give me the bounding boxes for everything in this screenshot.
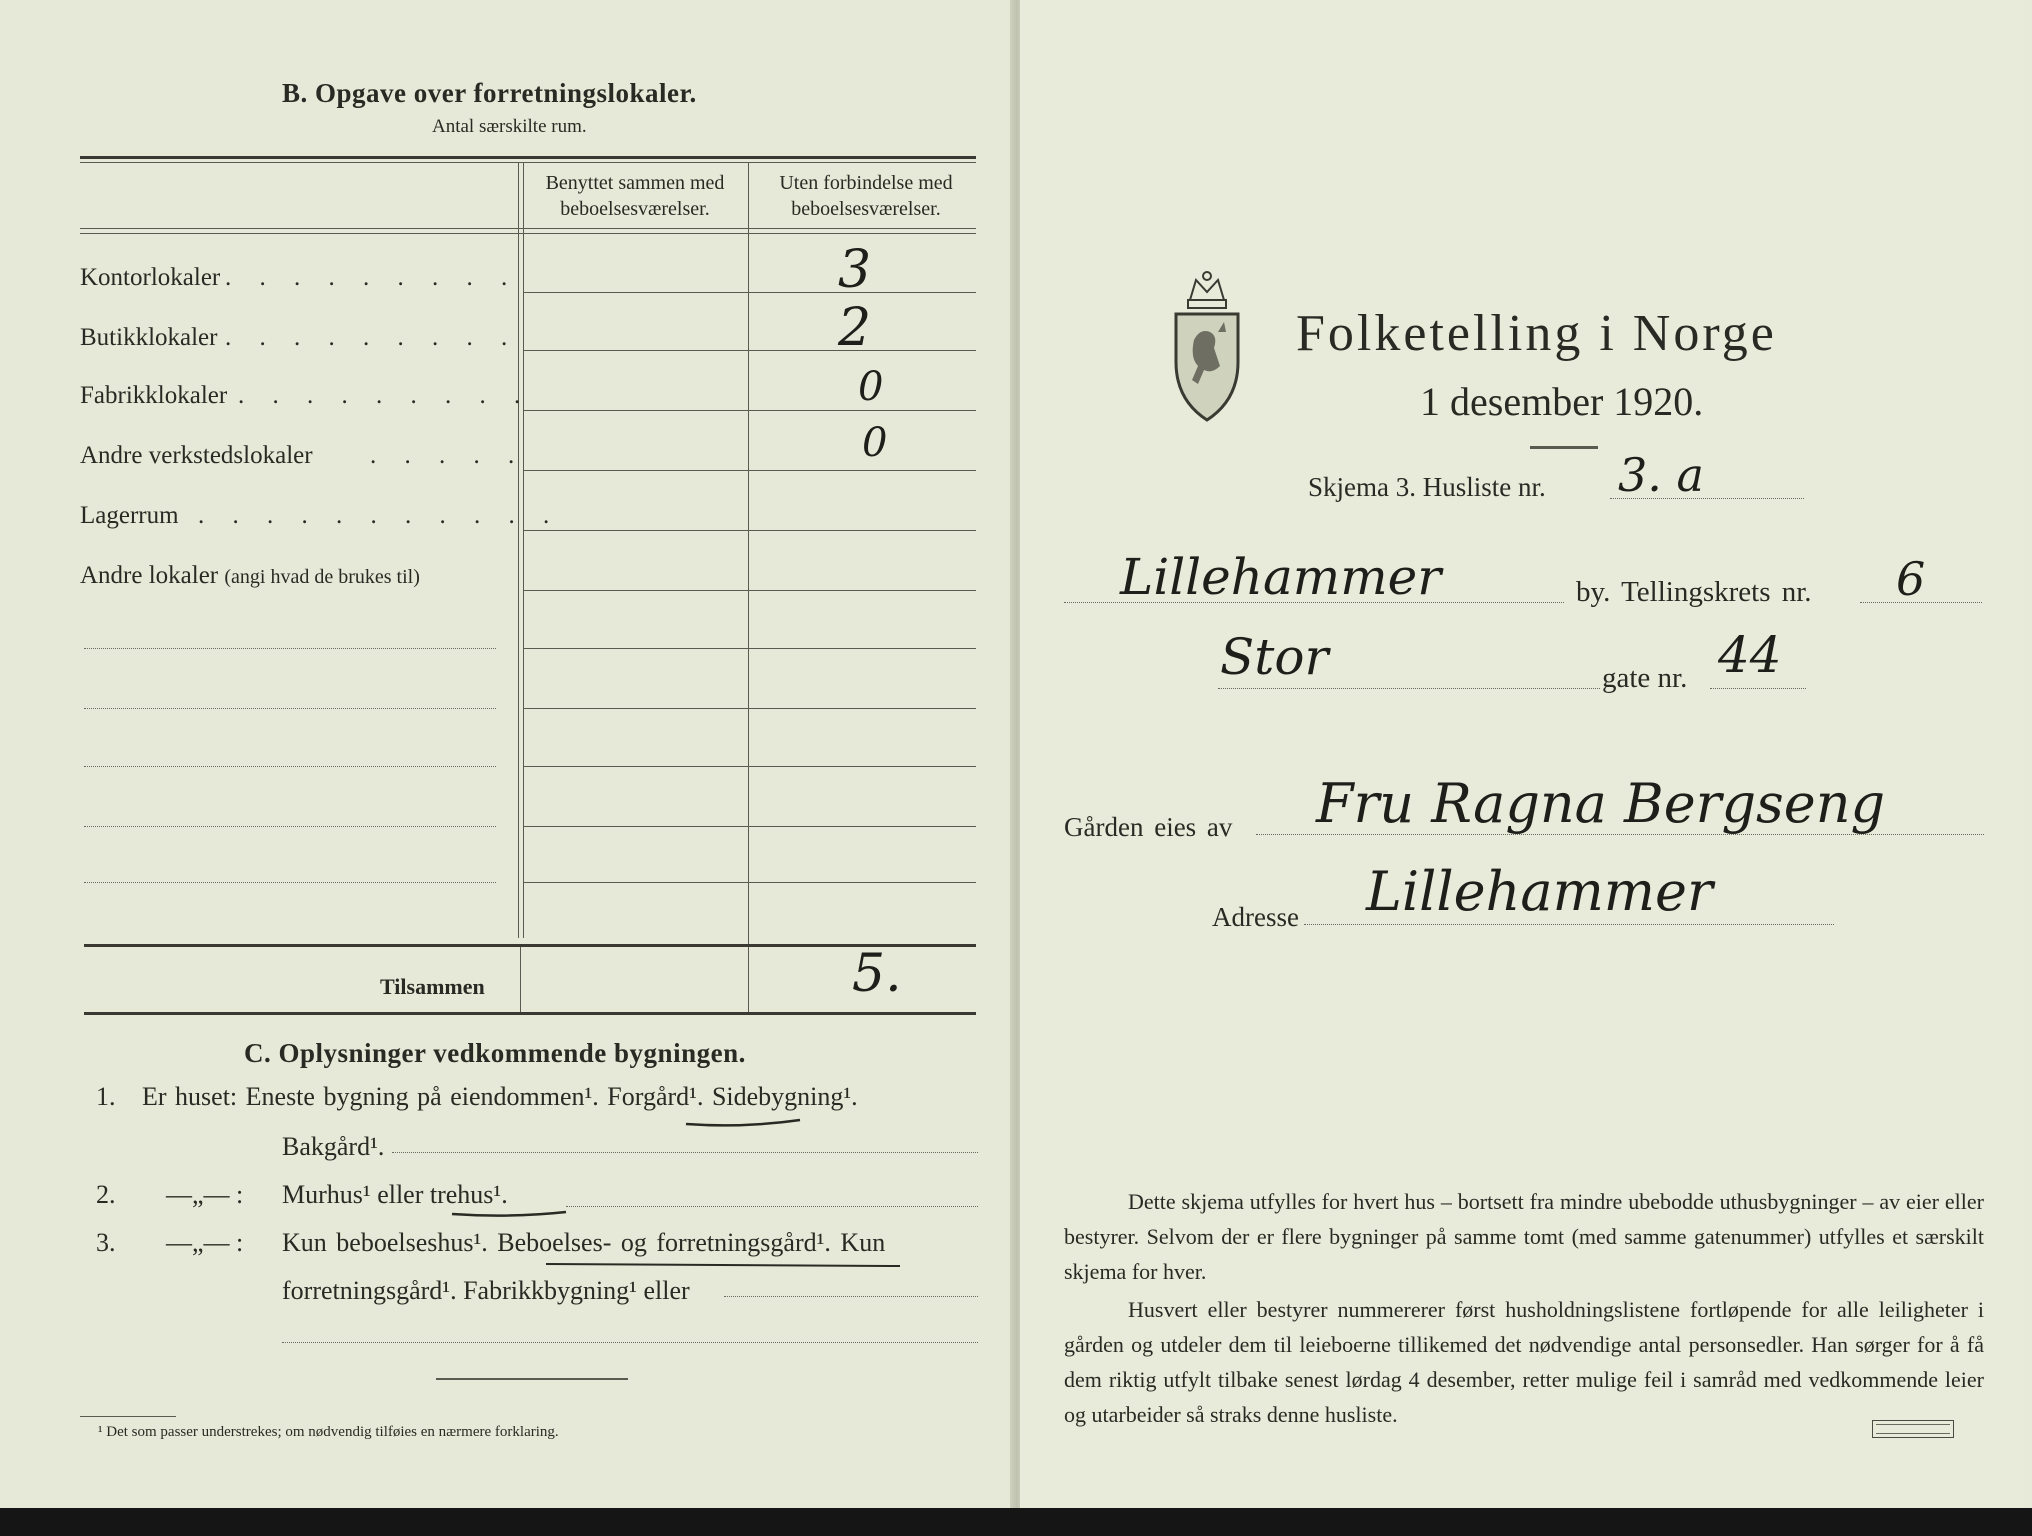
row-rule: [524, 826, 976, 827]
item3-text: Kun beboelseshus¹. Beboelses- og forretningsgård¹. Kun: [282, 1228, 886, 1257]
blank-line: [84, 648, 496, 649]
leader-dots: . . . . . . . . .: [225, 324, 519, 351]
gate-label: gate nr.: [1602, 662, 1688, 694]
table-top-rule: [80, 156, 976, 159]
instructions-paragraph-2: Husvert eller bestyrer nummererer først husholdningslistene fortløpende for alle leiligheter i gården og utdeler dem til leieboerne tillikemed det nødvendige antal personsedler. Han sørger for å få dem riktig utfylt tilbake senest lørdag 4 desember, retter mulige feil i samråd med vedkommende leier og utarbeider så straks denne husliste.: [1064, 1297, 1984, 1427]
footnote: ¹ Det som passer understrekes; om nødvendig tilføies en nærmere forklaring.: [98, 1424, 559, 1440]
row-lagerrum: [80, 502, 561, 530]
blank-line: [84, 766, 496, 767]
row-label: Lagerrum: [80, 502, 179, 529]
item2-text: Murhus¹ eller trehus¹.: [282, 1180, 508, 1209]
blank-line: [84, 826, 496, 827]
total-label: Tilsammen: [380, 974, 485, 999]
blank-line: [282, 1342, 978, 1343]
fabrikklokaler-value: 0: [858, 364, 884, 410]
scan-bottom-edge: [0, 1508, 2032, 1536]
col-divider-total: [520, 946, 521, 1014]
col-divider-1: [518, 162, 519, 938]
table-top-rule-2: [80, 162, 976, 163]
footnote-rule: [80, 1416, 176, 1417]
row-butikklokaler: [80, 324, 519, 352]
row-label: Andre verkstedslokaler: [80, 442, 313, 469]
forgard-underline: [684, 1114, 804, 1130]
blank-line: [566, 1206, 978, 1207]
col1-header-line2: beboelsesværelser.: [560, 198, 710, 220]
owner-value: Fru Ragna Bergseng: [1316, 772, 1886, 835]
section-b-title: B. Opgave over forretningslokaler.: [282, 78, 697, 108]
col1-header: [522, 170, 748, 222]
street-line: [1218, 688, 1600, 689]
row-rule: [524, 292, 976, 293]
blank-line: [392, 1152, 978, 1153]
col-divider-2: [748, 162, 749, 1014]
row-rule: [524, 708, 976, 709]
item2-number: 2.: [96, 1180, 116, 1209]
row-rule: [524, 530, 976, 531]
krets-value: 6: [1896, 552, 1926, 606]
item3-number: 3.: [96, 1228, 116, 1257]
blank-line: [84, 708, 496, 709]
total-value: 5.: [852, 944, 902, 1004]
item1-number: 1.: [96, 1082, 116, 1111]
city-value: Lillehammer: [1120, 548, 1442, 606]
row-rule: [524, 766, 976, 767]
leader-dots: . . . . . . . . .: [238, 382, 532, 409]
verksted-value: 0: [862, 420, 888, 466]
butikklokaler-value: 2: [838, 298, 872, 358]
by-krets-label: by. Tellingskrets nr.: [1576, 576, 1812, 608]
blank-line: [724, 1296, 978, 1297]
kontorlokaler-value: 3: [838, 240, 872, 300]
row-label: Kontorlokaler: [80, 264, 221, 291]
norway-coat-of-arms-icon: [1168, 270, 1246, 422]
header-rule-2: [80, 233, 976, 234]
trehus-underline: [450, 1206, 570, 1222]
col1-header-line1: Benyttet sammen med: [545, 172, 725, 194]
row-rule: [524, 882, 976, 883]
col-divider-1b: [523, 162, 524, 938]
item3-dash: —„— :: [166, 1228, 244, 1257]
row-andre-verkstedslokaler: [80, 442, 526, 470]
title-separator: [1530, 446, 1598, 449]
skjema-label: Skjema 3. Husliste nr.: [1308, 472, 1546, 502]
gate-line: [1710, 688, 1806, 689]
section-b-subtitle: Antal særskilte rum.: [432, 116, 587, 137]
census-title: Folketelling i Norge: [1296, 305, 1777, 362]
address-line: [1304, 924, 1834, 925]
section-c-title: C. Oplysninger vedkommende bygningen.: [244, 1038, 746, 1068]
husliste-value: 3. a: [1618, 448, 1704, 502]
row-rule: [524, 590, 976, 591]
row-rule: [524, 350, 976, 351]
row-fabrikklokaler: [80, 382, 532, 410]
leader-dots: . . . . . . . . . . .: [198, 502, 561, 529]
item1-text2: Bakgård¹.: [282, 1132, 385, 1161]
right-page: [1020, 0, 2024, 1508]
city-line: [1064, 602, 1564, 603]
address-label: Adresse: [1212, 902, 1299, 932]
col2-header: [754, 170, 978, 222]
census-date: 1 desember 1920.: [1420, 379, 1704, 424]
left-page: [0, 0, 1012, 1508]
row-note: (angi hvad de brukes til): [224, 566, 420, 588]
blank-line: [84, 882, 496, 883]
separator: [436, 1378, 628, 1380]
leader-dots: . . . . . . . . .: [225, 264, 519, 291]
row-rule: [524, 410, 976, 411]
row-label: Fabrikklokaler: [80, 382, 228, 409]
row-label: Andre lokaler: [80, 562, 219, 589]
col2-header-line1: Uten forbindelse med: [779, 172, 953, 194]
total-rule-top: [84, 944, 976, 947]
street-value: Stor: [1220, 628, 1329, 686]
row-rule: [524, 470, 976, 471]
row-kontorlokaler: [80, 264, 519, 292]
gate-value: 44: [1718, 626, 1782, 684]
col2-header-line2: beboelsesværelser.: [791, 198, 941, 220]
item1-text: Er huset: Eneste bygning på eiendommen¹. Forgård¹. Sidebygning¹.: [142, 1082, 858, 1111]
item2-dash: —„— :: [166, 1180, 244, 1209]
row-andre-lokaler: [80, 562, 420, 590]
instructions-paragraph-1: Dette skjema utfylles for hvert hus – bortsett fra mindre ubebodde uthusbygninger – av eier eller bestyrer. Selvom der er flere bygninger på samme tomt (med samme gatenummer) utfylles et særskilt skjema for hver.: [1064, 1189, 1984, 1284]
printer-stamp: [1872, 1420, 1954, 1438]
leader-dots: . . . . .: [370, 442, 526, 469]
header-rule: [80, 228, 976, 229]
owner-label: Gården eies av: [1064, 812, 1233, 842]
address-value: Lillehammer: [1366, 860, 1713, 923]
row-label: Butikklokaler: [80, 324, 218, 351]
total-rule-bottom: [84, 1012, 976, 1015]
item3-text2: forretningsgård¹. Fabrikkbygning¹ eller: [282, 1276, 690, 1305]
forretningsgard-underline: [544, 1258, 904, 1272]
row-rule: [524, 648, 976, 649]
